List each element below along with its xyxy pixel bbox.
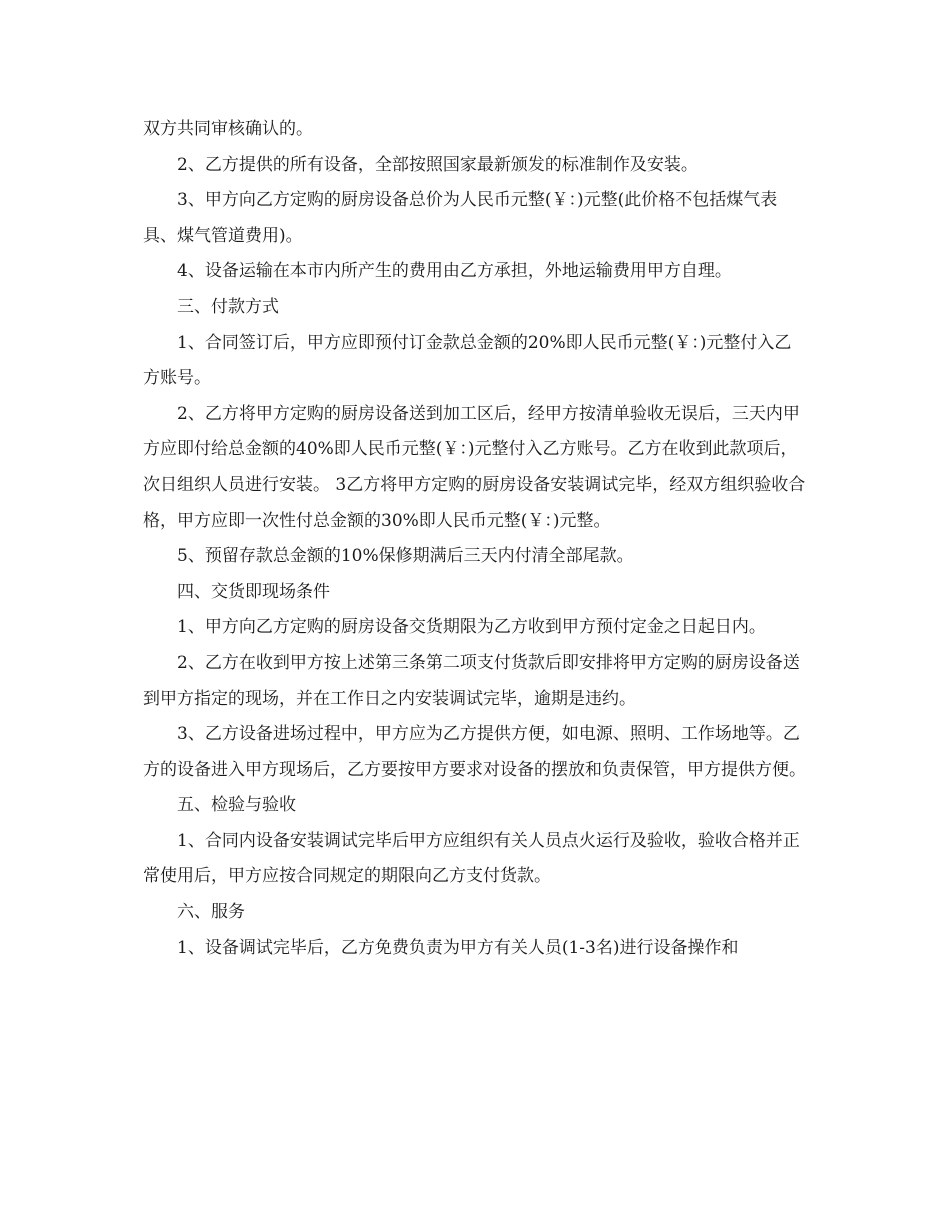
paragraph-clause-5-1: 1、合同内设备安装调试完毕后甲方应组织有关人员点火运行及验收，验收合格并正常使用后，甲方应按合同规定的期限向乙方支付货款。 [143, 830, 800, 887]
paragraph-continuation: 双方共同审核确认的。 [143, 119, 313, 139]
paragraph-clause-6-1: 1、设备调试完毕后，乙方免费负责为甲方有关人员(1-3名)进行设备操作和 [177, 937, 739, 958]
section-heading-delivery: 四、交货即现场条件 [177, 581, 330, 602]
paragraph-clause-4-1: 1、甲方向乙方定购的厨房设备交货期限为乙方收到甲方预付定金之日起日内。 [177, 617, 766, 638]
section-heading-inspection: 五、检验与验收 [177, 795, 296, 816]
paragraph-clause-2-2: 2、乙方提供的所有设备，全部按照国家最新颁发的标准制作及安装。 [177, 154, 698, 175]
section-heading-service: 六、服务 [177, 902, 245, 923]
paragraph-clause-4-3: 3、乙方设备进场过程中，甲方应为乙方提供方便，如电源、照明、工作场地等。乙方的设备进入甲方现场后，乙方要按甲方要求对设备的摆放和负责保管，甲方提供方便。 [143, 724, 806, 780]
document-body [143, 112, 808, 966]
paragraph-clause-2-4: 4、设备运输在本市内所产生的费用由乙方承担，外地运输费用甲方自理。 [177, 261, 732, 282]
paragraph-clause-4-2: 2、乙方在收到甲方按上述第三条第二项支付货款后即安排将甲方定购的厨房设备送到甲方指定的现场，并在工作日之内安装调试完毕，逾期是违约。 [143, 652, 800, 709]
paragraph-clause-3-5: 5、预留存款总金额的10%保修期满后三天内付清全部尾款。 [177, 546, 634, 567]
section-heading-payment: 三、付款方式 [177, 296, 279, 317]
paragraph-clause-2-3: 3、甲方向乙方定购的厨房设备总价为人民币元整(￥：)元整(此价格不包括煤气表具、煤气管道费用)。 [143, 190, 778, 246]
paragraph-clause-3-1: 1、合同签订后，甲方应即预付订金款总金额的20%即人民币元整(￥：)元整付入乙方账号。 [143, 332, 792, 389]
paragraph-clause-3-2: 2、乙方将甲方定购的厨房设备送到加工区后，经甲方按清单验收无误后，三天内甲方应即付给总金额的40%即人民币元整(￥：)元整付入乙方账号。乙方在收到此款项后，次日组织人员进行安装。 3乙方将甲方定购的厨房设备安装调试完毕，经双方组织验收合格，甲方应即一次性付总金额的30%即人民币元整(￥：)元整。 [143, 403, 806, 531]
